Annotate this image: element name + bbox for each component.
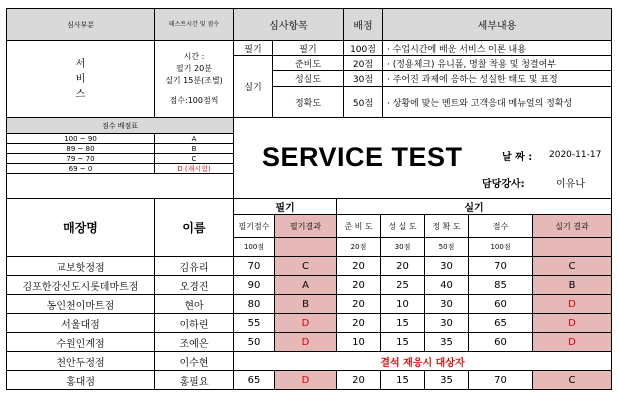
col-practical-result: 실기 결과 <box>532 214 612 238</box>
max-written: 100점 <box>233 237 275 257</box>
accuracy-cell: 30 <box>424 294 469 314</box>
score-table-spacer <box>6 173 234 199</box>
total-score: 점수:100점씩 <box>169 96 219 105</box>
item-name: 준비도 <box>272 55 344 71</box>
store-cell: 김포한강신도시롯데마트점 <box>6 275 155 295</box>
accuracy-cell: 35 <box>424 370 469 390</box>
store-header: 매장명 <box>6 198 155 257</box>
service-label-char: 서 <box>75 58 86 70</box>
practical-result-cell: C <box>532 370 612 390</box>
score-grade: C <box>154 153 234 164</box>
service-label-char: 스 <box>75 88 86 100</box>
accuracy-cell: 35 <box>424 332 469 352</box>
score-range: 69 ~ 0 <box>6 163 155 174</box>
score-cell: 85 <box>468 275 533 295</box>
name-header: 이름 <box>154 198 234 257</box>
practical-result-cell: B <box>532 275 612 295</box>
written-result-cell: D <box>274 313 337 333</box>
item-detail: · 주어진 과제에 응하는 성실한 태도 및 표정 <box>382 70 612 87</box>
item-name: 정확도 <box>272 86 344 118</box>
practical-result-cell: D <box>532 294 612 314</box>
item-name: 성실도 <box>272 70 344 87</box>
header-details: 세부내용 <box>382 8 612 41</box>
name-cell: 현아 <box>154 294 234 314</box>
header-category: 심사부분 <box>6 8 155 41</box>
max-score: 100점 <box>468 237 533 257</box>
written-header: 필기 <box>233 198 337 215</box>
practical-result-cell: C <box>532 256 612 276</box>
written-type-label: 필기 <box>233 40 273 56</box>
max-written-result <box>274 237 337 257</box>
store-cell: 수원인계점 <box>6 332 155 352</box>
practical-result-cell: D <box>532 332 612 352</box>
prep-cell: 20 <box>336 294 381 314</box>
written-score-cell: 90 <box>233 275 275 295</box>
score-cell: 70 <box>468 256 533 276</box>
sincerity-cell: 15 <box>380 332 425 352</box>
prep-cell: 10 <box>336 332 381 352</box>
sincerity-cell: 20 <box>380 256 425 276</box>
service-label-char: 비 <box>75 73 86 85</box>
practical-result-cell: D <box>532 313 612 333</box>
store-cell: 홍대점 <box>6 370 155 390</box>
col-accuracy: 정 확 도 <box>424 214 469 238</box>
score-range: 89 ~ 80 <box>6 143 155 154</box>
item-points: 100점 <box>343 40 383 56</box>
col-written-score: 필기점수 <box>233 214 275 238</box>
header-item: 심사항목 <box>233 8 344 41</box>
score-table-title: 점수 배점표 <box>6 117 234 134</box>
written-result-cell: B <box>274 294 337 314</box>
max-prep: 20점 <box>336 237 381 257</box>
service-time-info <box>154 40 234 118</box>
item-detail: · 수업시간에 배운 서비스 이론 내용 <box>382 40 612 56</box>
service-label <box>6 40 155 118</box>
prep-cell: 20 <box>336 370 381 390</box>
name-cell: 이하린 <box>154 313 234 333</box>
store-cell: 천안두정점 <box>6 351 155 371</box>
score-cell: 60 <box>468 294 533 314</box>
written-result-cell: D <box>274 370 337 390</box>
score-range: 79 ~ 70 <box>6 153 155 164</box>
name-cell: 홍필요 <box>154 370 234 390</box>
written-score-cell: 65 <box>233 370 275 390</box>
max-sincerity: 30점 <box>380 237 425 257</box>
header-time-score: 테스트시간 및 점수 <box>154 8 234 41</box>
col-sincerity: 성 실 도 <box>380 214 425 238</box>
score-grade: B <box>154 143 234 154</box>
written-score-cell: 55 <box>233 313 275 333</box>
practical-time: 실기 15분(조별) <box>165 76 223 85</box>
score-cell: 60 <box>468 332 533 352</box>
prep-cell: 20 <box>336 256 381 276</box>
sincerity-cell: 10 <box>380 294 425 314</box>
score-range: 100 ~ 90 <box>6 133 155 144</box>
practical-type-label: 실기 <box>233 55 273 118</box>
store-cell: 교보핫정점 <box>6 256 155 276</box>
written-result-cell: A <box>274 275 337 295</box>
page-title: SERVICE TEST <box>262 141 463 172</box>
item-detail: · (정용체크) 유니폼, 명찰 착용 및 청결여부 <box>382 55 612 71</box>
written-score-cell: 70 <box>233 256 275 276</box>
header-points: 배점 <box>343 8 383 41</box>
score-grade-retest: D (재시험) <box>154 163 234 174</box>
date-label: 날 짜 : <box>502 151 533 163</box>
score-cell: 65 <box>468 313 533 333</box>
time-label: 시간 : <box>183 52 205 61</box>
item-points: 50점 <box>343 86 383 118</box>
name-cell: 김유리 <box>154 256 234 276</box>
item-name: 필기 <box>272 40 344 56</box>
item-detail: · 상황에 맞는 멘트와 고객응대 메뉴얼의 정확성 <box>382 86 612 118</box>
absent-note: 결석 재응시 대상자 <box>233 351 612 371</box>
accuracy-cell: 30 <box>424 313 469 333</box>
item-points: 20점 <box>343 55 383 71</box>
max-accuracy: 50점 <box>424 237 469 257</box>
col-prep: 준 비 도 <box>336 214 381 238</box>
practical-header: 실기 <box>336 198 612 215</box>
accuracy-cell: 30 <box>424 256 469 276</box>
accuracy-cell: 40 <box>424 275 469 295</box>
col-score: 점수 <box>468 214 533 238</box>
written-result-cell: C <box>274 256 337 276</box>
sincerity-cell: 15 <box>380 370 425 390</box>
name-cell: 이수현 <box>154 351 234 371</box>
score-cell: 70 <box>468 370 533 390</box>
instructor-label: 담당강사: <box>482 178 525 190</box>
written-score-cell: 80 <box>233 294 275 314</box>
sincerity-cell: 25 <box>380 275 425 295</box>
date-value: 2020-11-17 <box>549 150 602 160</box>
name-cell: 조예은 <box>154 332 234 352</box>
store-cell: 서울대점 <box>6 313 155 333</box>
written-result-cell: D <box>274 332 337 352</box>
written-time: 필기 20분 <box>176 64 212 73</box>
max-practical-result <box>532 237 612 257</box>
store-cell: 동인천이마트점 <box>6 294 155 314</box>
item-points: 30점 <box>343 70 383 87</box>
instructor-value: 이유나 <box>556 178 585 190</box>
score-grade: A <box>154 133 234 144</box>
sincerity-cell: 15 <box>380 313 425 333</box>
col-written-result: 필기결과 <box>274 214 337 238</box>
prep-cell: 20 <box>336 275 381 295</box>
name-cell: 오경진 <box>154 275 234 295</box>
prep-cell: 20 <box>336 313 381 333</box>
written-score-cell: 50 <box>233 332 275 352</box>
